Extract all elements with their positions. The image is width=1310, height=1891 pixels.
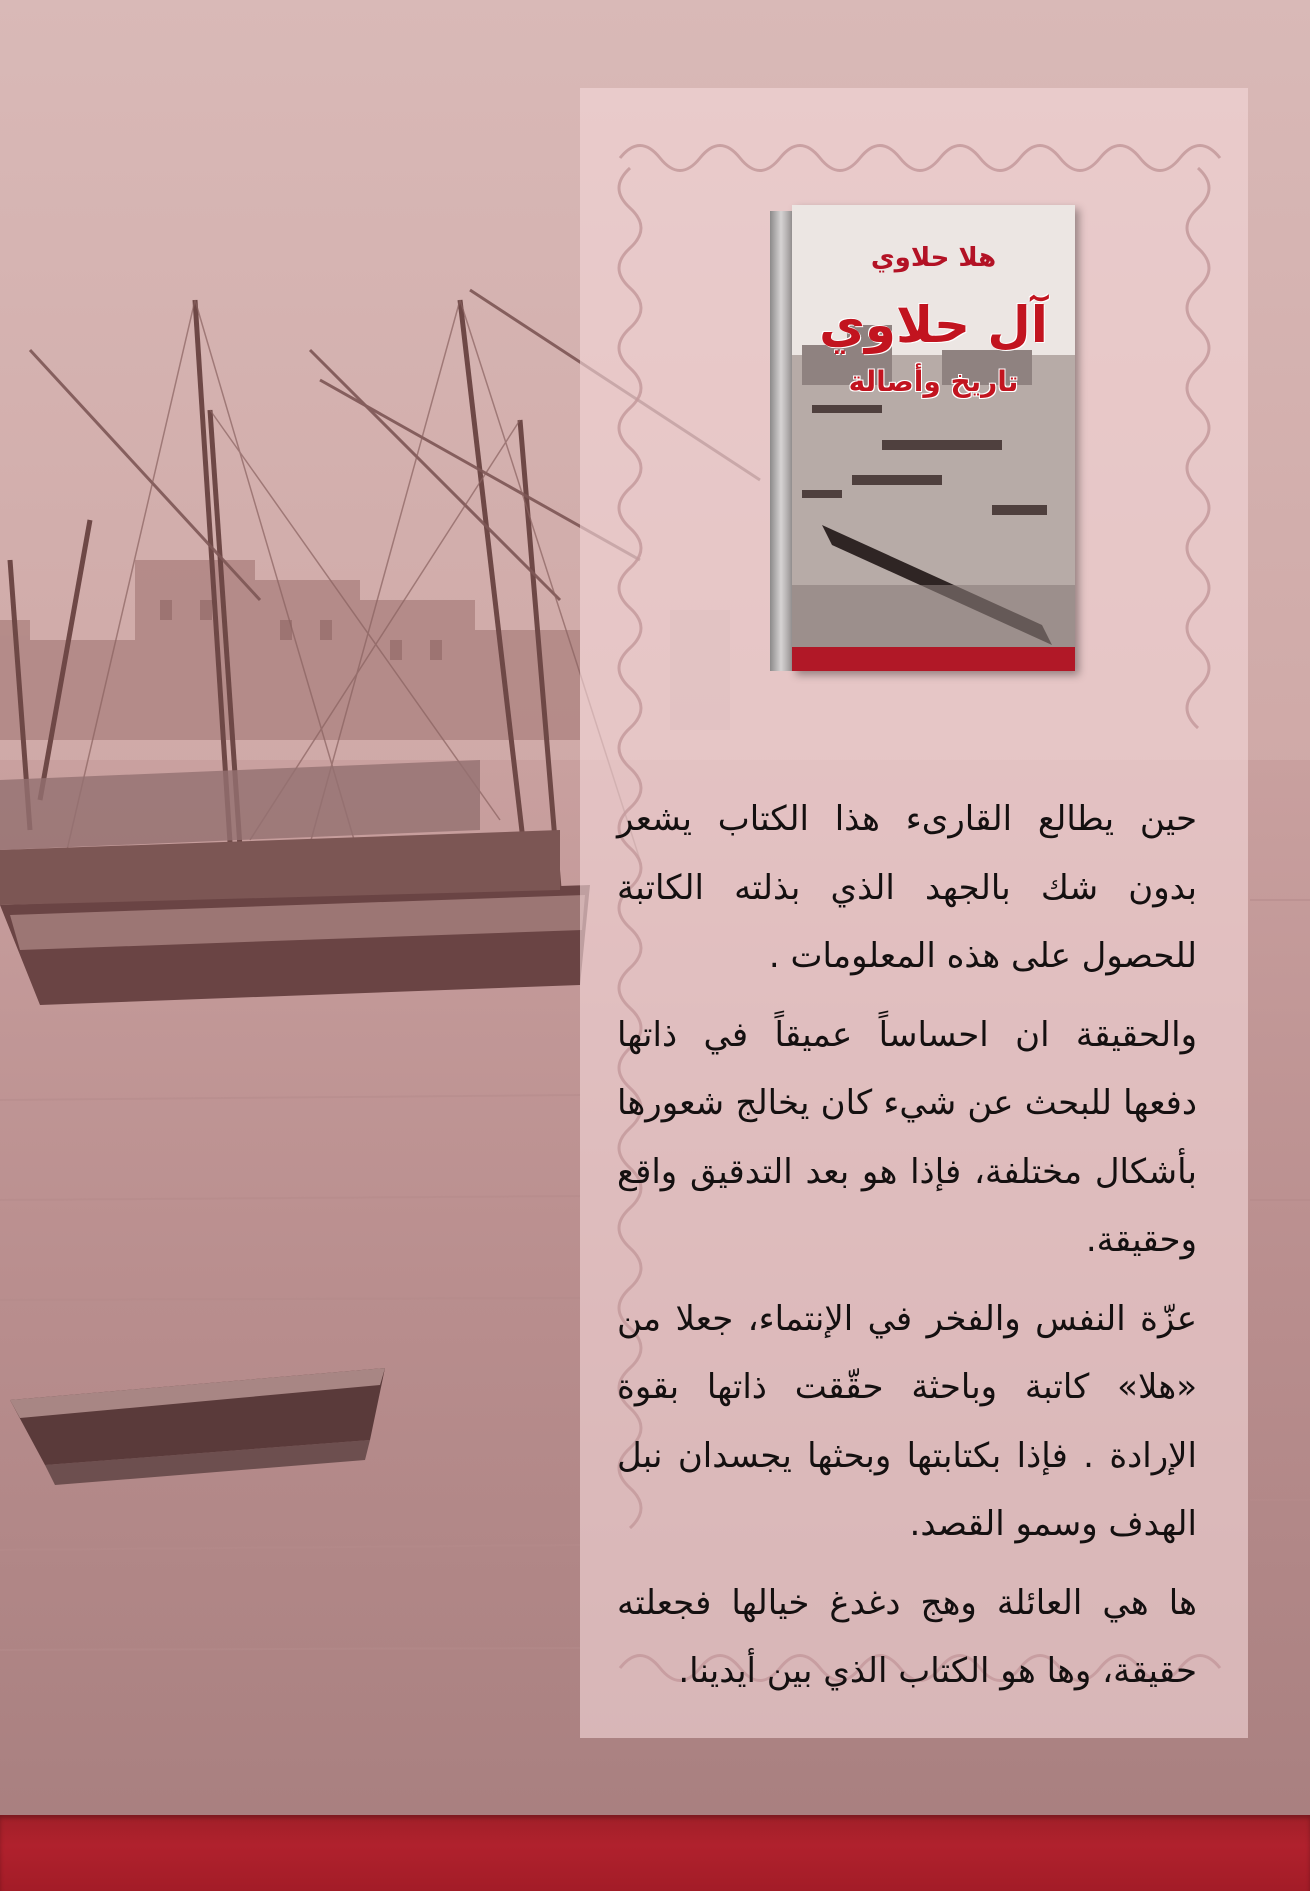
paragraph: والحقيقة ان احساساً عميقاً في ذاتها دفعها للبحث عن شيء كان يخالج شعورها بأشكال مختلفة، فإذا هو بعد التدقيق واقع وحقيقة. <box>617 1014 1197 1260</box>
book-title: آل حلاوي <box>819 296 1048 354</box>
book-front <box>792 205 1075 671</box>
book-author: هلا حلاوي <box>870 243 997 273</box>
paragraph: ها هي العائلة وهج دغدغ خيالها فجعلته حقيقة، وها هو الكتاب الذي بين أيدينا. <box>617 1582 1197 1691</box>
paragraph: عزّة النفس والفخر في الإنتماء، جعلا من «هلا» كاتبة وباحثة حقّقت ذاتها بقوة الإرادة . فإذا بكتابتها وبحثها يجسدان نبل الهدف وسمو القصد. <box>617 1298 1197 1544</box>
book-cover-photo <box>792 205 1075 671</box>
book-subtitle: تاريخ وأصالة <box>848 365 1019 398</box>
book-spine <box>770 211 792 671</box>
bottom-red-band <box>0 1815 1310 1891</box>
book-red-band <box>792 647 1075 671</box>
paragraph: حين يطالع القارىء هذا الكتاب يشعر بدون شك بالجهد الذي بذلته الكاتبة للحصول على هذه المعلومات . <box>617 799 1197 976</box>
body-text <box>617 785 1197 1716</box>
book-cover <box>770 205 1075 675</box>
